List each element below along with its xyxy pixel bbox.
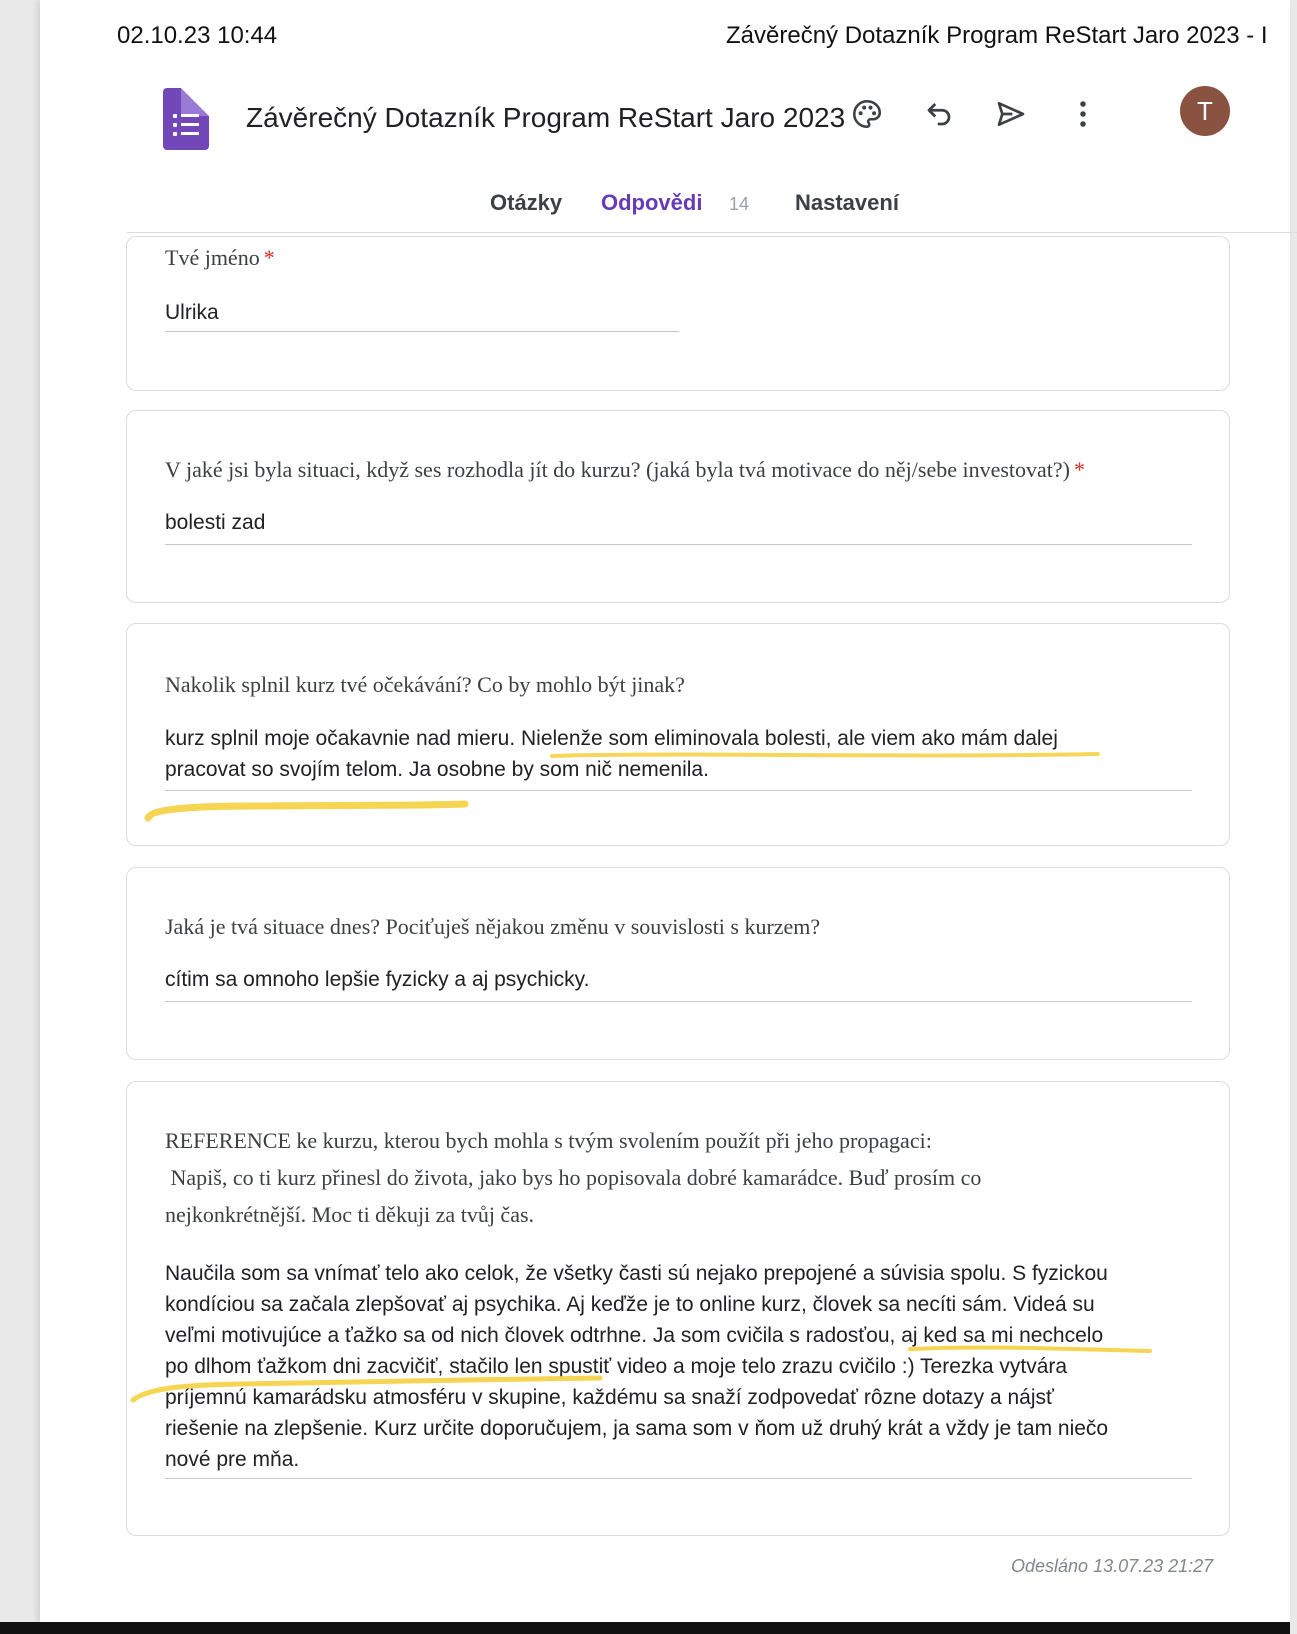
answer-line: príjemnú kamarádsku atmosféru v skupine, každému sa snaží zodpovedať rôzne dotazy a nájsť (165, 1386, 1054, 1409)
answer-text: Ulrika (165, 301, 219, 324)
answer-line: pracovat so svojím telom. Ja osobne by som nič nemenila. (165, 758, 709, 781)
required-asterisk: * (1074, 457, 1085, 482)
tab-responses[interactable]: Odpovědi (601, 190, 703, 215)
answer-line: kurz splnil moje očakavnie nad mieru. Nielenže som eliminovala bolesti, ale viem ako mám dalej (165, 727, 1058, 750)
print-title: Závěrečný Dotazník Program ReStart Jaro 2023 - I (726, 22, 1268, 49)
highlight-mark (552, 754, 1098, 756)
answer-line: veľmi motivujúce a ťažko sa od nich človek odtrhne. Ja som cvičila s radosťou, aj ked sa mi nechcelo (165, 1324, 1104, 1347)
highlight-mark (133, 1378, 600, 1400)
page-sheet (40, 0, 1290, 1622)
answer-text: cítim sa omnoho lepšie fyzicky a aj psychicky. (165, 968, 590, 991)
answer-line: po dlhom ťažkom dni zacvičiť, stačilo len spustiť video a moje telo zrazu cvičilo :) Terezka vytvára (165, 1355, 1068, 1378)
highlight-mark (148, 804, 465, 818)
question-title-line: nejkonkrétnější. Moc ti děkuji za tvůj čas. (165, 1202, 535, 1227)
responses-count-badge: 14 (729, 194, 750, 214)
tab-settings[interactable]: Nastavení (795, 190, 899, 215)
answer-line: nové pre mňa. (165, 1448, 300, 1471)
tab-questions[interactable]: Otázky (490, 190, 563, 215)
question-title: Jaká je tvá situace dnes? Pociťuješ nějakou změnu v souvislosti s kurzem? (165, 914, 821, 939)
question-title-line: Napiš, co ti kurz přinesl do života, jako bys ho popisovala dobré kamarádce. Buď prosím co (165, 1165, 982, 1190)
question-title: V jaké jsi byla situaci, když ses rozhodla jít do kurzu? (jaká byla tvá motivace do něj/sebe investovat?) * (165, 457, 1085, 482)
highlighter-marks (40, 0, 1290, 1622)
answer-line: kondíciou sa začala zlepšovať aj psychika. Aj keďže je to online kurz, človek sa necíti sám. Videá su (165, 1293, 1095, 1316)
question-title-line: REFERENCE ke kurzu, kterou bych mohla s tvým svolením použít při jeho propagaci: (165, 1128, 932, 1153)
bottom-edge (0, 1622, 1290, 1634)
answer-line: riešenie na zlepšenie. Kurz určite doporučujem, ja sama som v ňom už druhý krát a vždy je tam niečo (165, 1417, 1109, 1440)
submitted-timestamp: Odesláno 13.07.23 21:27 (1011, 1556, 1214, 1576)
document-title[interactable]: Závěrečný Dotazník Program ReStart Jaro 2023 (246, 102, 846, 133)
account-avatar[interactable]: T (1180, 86, 1230, 136)
highlight-mark (910, 1347, 1150, 1351)
answer-text: bolesti zad (165, 511, 266, 534)
required-asterisk: * (263, 245, 275, 270)
question-title: Tvé jméno * (165, 245, 275, 270)
print-date: 02.10.23 10:44 (117, 22, 278, 49)
answer-line: Naučila som sa vnímať telo ako celok, že všetky časti sú nejako prepojené a súvisia spolu. S fyzickou (165, 1262, 1108, 1285)
question-title: Nakolik splnil kurz tvé očekávání? Co by mohlo být jinak? (165, 672, 685, 697)
